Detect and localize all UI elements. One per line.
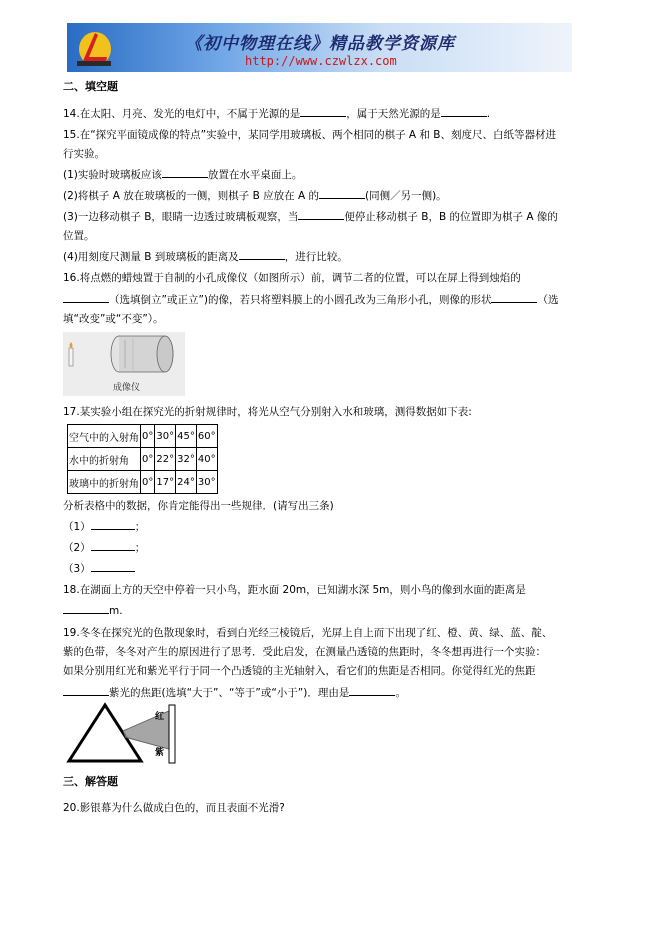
question-20: 20.影银幕为什么做成白色的，而且表面不光滑? — [63, 802, 285, 814]
question-17-item-1: （1） ； — [63, 521, 146, 533]
question-16-stem: 16.将点燃的蜡烛置于自制的小孔成像仪（如图所示）前，调节二者的位置，可以在屏上得到烛焰的 — [63, 272, 521, 284]
answer-blank[interactable] — [349, 685, 395, 696]
answer-blank[interactable] — [63, 603, 109, 614]
table-row: 空气中的入射角 0° 30° 45° 60° — [68, 425, 218, 448]
question-15-part-3-cont: 位置。 — [63, 230, 95, 242]
question-15-stem: 15.在“探究平面镜成像的特点”实验中，某同学用玻璃板、两个相同的棋子 A 和 B、刻度尺、白纸等器材进 — [63, 129, 556, 141]
question-16-stem-3: 填“改变”或“不变”）。 — [63, 313, 164, 325]
question-19-stem-4: 紫光的焦距(选填“大于”、“等于”或“小于”)．理由是 。 — [63, 685, 406, 700]
prism-illustration — [63, 701, 185, 768]
section-title-answer: 三、解答题 — [63, 775, 118, 788]
answer-blank[interactable] — [491, 292, 537, 303]
prism-dispersion-figure — [63, 701, 185, 768]
question-17-stem: 17.某实验小组在探究光的折射规律时，将光从空气分别射入水和玻璃，测得数据如下表: — [63, 406, 472, 418]
header-banner — [67, 23, 572, 72]
question-15-part-4: (4)用刻度尺测量 B 到玻璃板的距离及 ，进行比较。 — [63, 251, 348, 263]
question-15-stem-2: 行实验。 — [63, 148, 105, 160]
purple-label: 紫 — [155, 748, 165, 758]
refraction-data-table — [67, 424, 218, 494]
question-19-stem-3: 如果分别用红光和紫光平行于同一个凸透镜的主光轴射入，看它们的焦距是否相同。你觉得红光的焦距 — [63, 665, 536, 677]
red-label: 红 — [155, 712, 165, 722]
answer-blank[interactable] — [63, 292, 109, 303]
question-19-stem-2: 紫的色带，冬冬对产生的原因进行了思考．受此启发，在测量凸透镜的焦距时，冬冬想再进行一个实验： — [63, 646, 546, 658]
answer-blank[interactable] — [239, 249, 285, 260]
banner-title: 《初中物理在线》精品教学资源库 — [185, 34, 455, 54]
answer-blank[interactable] — [63, 685, 109, 696]
answer-blank[interactable] — [300, 106, 346, 117]
section-title-fill: 二、填空题 — [63, 80, 118, 93]
answer-blank[interactable] — [91, 519, 135, 530]
answer-blank[interactable] — [162, 167, 208, 178]
question-17-analysis: 分析表格中的数据，你肯定能得出一些规律．(请写出三条) — [63, 500, 334, 512]
answer-blank[interactable] — [319, 188, 365, 199]
question-17-item-2: （2） ； — [63, 542, 146, 554]
question-16-stem-2: （选填倒立”或正立”)的像，若只将塑料膜上的小圆孔改为三角形小孔，则像的形状 （选 — [63, 292, 558, 307]
question-18-answer: m. — [63, 603, 123, 618]
table-row: 玻璃中的折射角 0° 17° 24° 30° — [68, 471, 218, 494]
question-15-part-1: (1)实验时玻璃板应该 放置在水平桌面上。 — [63, 169, 303, 181]
pinhole-camera-figure — [63, 332, 185, 396]
figure-caption: 成像仪 — [113, 383, 141, 393]
answer-blank[interactable] — [91, 561, 135, 572]
question-14: 14.在太阳、月亮、发光的电灯中，不属于光源的是 ，属于天然光源的是 . — [63, 108, 491, 120]
logo-icon — [73, 27, 113, 69]
question-19-stem: 19.冬冬在探究光的色散现象时，看到白光经三棱镜后，光屏上自上而下出现了红、橙、黄、绿、蓝、靛、 — [63, 627, 553, 639]
answer-blank[interactable] — [91, 540, 135, 551]
question-15-part-3: (3)一边移动棋子 B，眼睛一边透过玻璃板观察，当 便停止移动棋子 B，B 的位置即为棋子 A 像的 — [63, 211, 558, 223]
banner-url[interactable]: http://www.czwlzx.com — [245, 54, 397, 68]
question-15-part-2: (2)将棋子 A 放在玻璃板的一侧，则棋子 B 应放在 A 的 (同侧／另一侧)。 — [63, 190, 447, 202]
question-17-item-3: （3） — [63, 561, 135, 576]
answer-blank[interactable] — [441, 106, 487, 117]
table-row: 水中的折射角 0° 22° 32° 40° — [68, 448, 218, 471]
answer-blank[interactable] — [298, 209, 344, 220]
question-18-stem: 18.在湖面上方的天空中停着一只小鸟，距水面 20m，已知湖水深 5m，则小鸟的像到水面的距离是 — [63, 584, 526, 596]
